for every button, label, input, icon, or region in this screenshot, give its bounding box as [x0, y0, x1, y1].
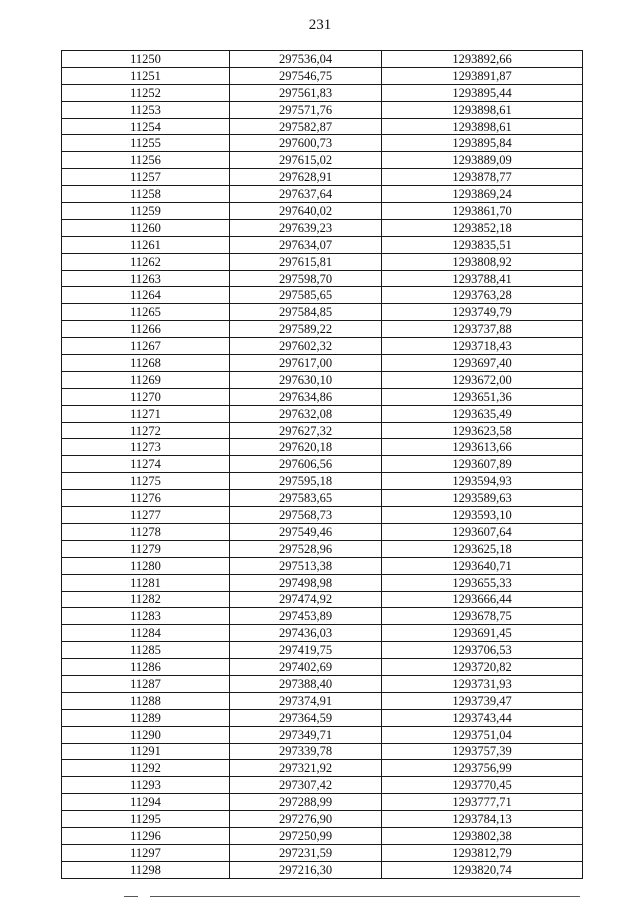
point-number-cell: 11293 — [62, 777, 230, 794]
x-coordinate-cell: 297583,65 — [230, 490, 382, 507]
point-number-cell: 11280 — [62, 557, 230, 574]
point-number-cell: 11276 — [62, 490, 230, 507]
table-row — [62, 760, 583, 777]
table-row — [62, 473, 583, 490]
y-coordinate-cell: 1293820,74 — [382, 861, 583, 878]
y-coordinate-cell: 1293672,00 — [382, 371, 583, 388]
table-row — [62, 287, 583, 304]
y-coordinate-cell: 1293706,53 — [382, 642, 583, 659]
table-row — [62, 388, 583, 405]
y-coordinate-cell: 1293835,51 — [382, 236, 583, 253]
table-row — [62, 574, 583, 591]
point-number-cell: 11282 — [62, 591, 230, 608]
table-row — [62, 490, 583, 507]
point-number-cell: 11261 — [62, 236, 230, 253]
x-coordinate-cell: 297595,18 — [230, 473, 382, 490]
x-coordinate-cell: 297585,65 — [230, 287, 382, 304]
x-coordinate-cell: 297549,46 — [230, 523, 382, 540]
x-coordinate-cell: 297606,56 — [230, 456, 382, 473]
y-coordinate-cell: 1293777,71 — [382, 794, 583, 811]
x-coordinate-cell: 297216,30 — [230, 861, 382, 878]
point-number-cell: 11283 — [62, 608, 230, 625]
table-row — [62, 743, 583, 760]
y-coordinate-cell: 1293751,04 — [382, 726, 583, 743]
x-coordinate-cell: 297307,42 — [230, 777, 382, 794]
y-coordinate-cell: 1293607,64 — [382, 523, 583, 540]
coordinates-table-body — [62, 51, 583, 879]
point-number-cell: 11289 — [62, 709, 230, 726]
y-coordinate-cell: 1293869,24 — [382, 186, 583, 203]
point-number-cell: 11254 — [62, 118, 230, 135]
x-coordinate-cell: 297561,83 — [230, 84, 382, 101]
point-number-cell: 11290 — [62, 726, 230, 743]
point-number-cell: 11256 — [62, 152, 230, 169]
x-coordinate-cell: 297620,18 — [230, 439, 382, 456]
coordinates-table — [61, 50, 583, 879]
table-row — [62, 827, 583, 844]
point-number-cell: 11252 — [62, 84, 230, 101]
x-coordinate-cell: 297349,71 — [230, 726, 382, 743]
y-coordinate-cell: 1293749,79 — [382, 304, 583, 321]
x-coordinate-cell: 297288,99 — [230, 794, 382, 811]
x-coordinate-cell: 297602,32 — [230, 338, 382, 355]
y-coordinate-cell: 1293784,13 — [382, 811, 583, 828]
x-coordinate-cell: 297634,86 — [230, 388, 382, 405]
table-row — [62, 118, 583, 135]
x-coordinate-cell: 297436,03 — [230, 625, 382, 642]
y-coordinate-cell: 1293720,82 — [382, 659, 583, 676]
y-coordinate-cell: 1293812,79 — [382, 844, 583, 861]
table-row — [62, 51, 583, 68]
table-row — [62, 219, 583, 236]
table-row — [62, 169, 583, 186]
point-number-cell: 11278 — [62, 523, 230, 540]
point-number-cell: 11286 — [62, 659, 230, 676]
table-row — [62, 777, 583, 794]
point-number-cell: 11267 — [62, 338, 230, 355]
table-row — [62, 270, 583, 287]
x-coordinate-cell: 297637,64 — [230, 186, 382, 203]
point-number-cell: 11294 — [62, 794, 230, 811]
point-number-cell: 11284 — [62, 625, 230, 642]
x-coordinate-cell: 297231,59 — [230, 844, 382, 861]
point-number-cell: 11285 — [62, 642, 230, 659]
x-coordinate-cell: 297498,98 — [230, 574, 382, 591]
table-row — [62, 439, 583, 456]
table-row — [62, 152, 583, 169]
y-coordinate-cell: 1293594,93 — [382, 473, 583, 490]
y-coordinate-cell: 1293802,38 — [382, 827, 583, 844]
point-number-cell: 11297 — [62, 844, 230, 861]
y-coordinate-cell: 1293678,75 — [382, 608, 583, 625]
x-coordinate-cell: 297571,76 — [230, 101, 382, 118]
x-coordinate-cell: 297582,87 — [230, 118, 382, 135]
y-coordinate-cell: 1293878,77 — [382, 169, 583, 186]
table-row — [62, 135, 583, 152]
point-number-cell: 11265 — [62, 304, 230, 321]
x-coordinate-cell: 297546,75 — [230, 67, 382, 84]
point-number-cell: 11272 — [62, 422, 230, 439]
table-row — [62, 186, 583, 203]
table-row — [62, 794, 583, 811]
point-number-cell: 11295 — [62, 811, 230, 828]
y-coordinate-cell: 1293635,49 — [382, 405, 583, 422]
x-coordinate-cell: 297632,08 — [230, 405, 382, 422]
table-row — [62, 321, 583, 338]
y-coordinate-cell: 1293743,44 — [382, 709, 583, 726]
table-row — [62, 608, 583, 625]
y-coordinate-cell: 1293898,61 — [382, 118, 583, 135]
point-number-cell: 11291 — [62, 743, 230, 760]
table-row — [62, 692, 583, 709]
point-number-cell: 11251 — [62, 67, 230, 84]
point-number-cell: 11281 — [62, 574, 230, 591]
table-row — [62, 709, 583, 726]
page-number: 231 — [308, 17, 332, 33]
y-coordinate-cell: 1293788,41 — [382, 270, 583, 287]
point-number-cell: 11288 — [62, 692, 230, 709]
point-number-cell: 11296 — [62, 827, 230, 844]
x-coordinate-cell: 297598,70 — [230, 270, 382, 287]
table-row — [62, 625, 583, 642]
x-coordinate-cell: 297474,92 — [230, 591, 382, 608]
table-row — [62, 355, 583, 372]
table-row — [62, 253, 583, 270]
table-row — [62, 659, 583, 676]
y-coordinate-cell: 1293808,92 — [382, 253, 583, 270]
y-coordinate-cell: 1293763,28 — [382, 287, 583, 304]
x-coordinate-cell: 297453,89 — [230, 608, 382, 625]
y-coordinate-cell: 1293593,10 — [382, 507, 583, 524]
y-coordinate-cell: 1293625,18 — [382, 540, 583, 557]
x-coordinate-cell: 297339,78 — [230, 743, 382, 760]
point-number-cell: 11287 — [62, 675, 230, 692]
y-coordinate-cell: 1293757,39 — [382, 743, 583, 760]
point-number-cell: 11271 — [62, 405, 230, 422]
y-coordinate-cell: 1293892,66 — [382, 51, 583, 68]
table-row — [62, 642, 583, 659]
table-row — [62, 405, 583, 422]
point-number-cell: 11259 — [62, 203, 230, 220]
y-coordinate-cell: 1293770,45 — [382, 777, 583, 794]
table-row — [62, 507, 583, 524]
point-number-cell: 11258 — [62, 186, 230, 203]
table-row — [62, 811, 583, 828]
x-coordinate-cell: 297615,02 — [230, 152, 382, 169]
point-number-cell: 11270 — [62, 388, 230, 405]
y-coordinate-cell: 1293731,93 — [382, 675, 583, 692]
y-coordinate-cell: 1293697,40 — [382, 355, 583, 372]
table-row — [62, 456, 583, 473]
table-row — [62, 726, 583, 743]
x-coordinate-cell: 297584,85 — [230, 304, 382, 321]
y-coordinate-cell: 1293651,36 — [382, 388, 583, 405]
x-coordinate-cell: 297615,81 — [230, 253, 382, 270]
table-row — [62, 844, 583, 861]
table-row — [62, 371, 583, 388]
table-row — [62, 203, 583, 220]
point-number-cell: 11255 — [62, 135, 230, 152]
point-number-cell: 11274 — [62, 456, 230, 473]
x-coordinate-cell: 297600,73 — [230, 135, 382, 152]
table-row — [62, 591, 583, 608]
table-row — [62, 557, 583, 574]
y-coordinate-cell: 1293739,47 — [382, 692, 583, 709]
footer-rule — [150, 896, 580, 897]
point-number-cell: 11253 — [62, 101, 230, 118]
point-number-cell: 11268 — [62, 355, 230, 372]
x-coordinate-cell: 297276,90 — [230, 811, 382, 828]
table-row — [62, 422, 583, 439]
x-coordinate-cell: 297640,02 — [230, 203, 382, 220]
x-coordinate-cell: 297568,73 — [230, 507, 382, 524]
x-coordinate-cell: 297536,04 — [230, 51, 382, 68]
x-coordinate-cell: 297250,99 — [230, 827, 382, 844]
point-number-cell: 11275 — [62, 473, 230, 490]
table-row — [62, 236, 583, 253]
point-number-cell: 11262 — [62, 253, 230, 270]
y-coordinate-cell: 1293718,43 — [382, 338, 583, 355]
y-coordinate-cell: 1293607,89 — [382, 456, 583, 473]
y-coordinate-cell: 1293640,71 — [382, 557, 583, 574]
x-coordinate-cell: 297589,22 — [230, 321, 382, 338]
y-coordinate-cell: 1293756,99 — [382, 760, 583, 777]
point-number-cell: 11292 — [62, 760, 230, 777]
y-coordinate-cell: 1293895,84 — [382, 135, 583, 152]
x-coordinate-cell: 297630,10 — [230, 371, 382, 388]
point-number-cell: 11264 — [62, 287, 230, 304]
y-coordinate-cell: 1293852,18 — [382, 219, 583, 236]
x-coordinate-cell: 297364,59 — [230, 709, 382, 726]
point-number-cell: 11273 — [62, 439, 230, 456]
x-coordinate-cell: 297402,69 — [230, 659, 382, 676]
point-number-cell: 11257 — [62, 169, 230, 186]
table-row — [62, 861, 583, 878]
x-coordinate-cell: 297628,91 — [230, 169, 382, 186]
point-number-cell: 11277 — [62, 507, 230, 524]
point-number-cell: 11250 — [62, 51, 230, 68]
table-row — [62, 84, 583, 101]
table-row — [62, 540, 583, 557]
table-row — [62, 67, 583, 84]
x-coordinate-cell: 297513,38 — [230, 557, 382, 574]
y-coordinate-cell: 1293613,66 — [382, 439, 583, 456]
point-number-cell: 11260 — [62, 219, 230, 236]
y-coordinate-cell: 1293861,70 — [382, 203, 583, 220]
x-coordinate-cell: 297528,96 — [230, 540, 382, 557]
footer-rule-short — [124, 896, 138, 897]
point-number-cell: 11263 — [62, 270, 230, 287]
y-coordinate-cell: 1293889,09 — [382, 152, 583, 169]
x-coordinate-cell: 297627,32 — [230, 422, 382, 439]
table-row — [62, 304, 583, 321]
y-coordinate-cell: 1293655,33 — [382, 574, 583, 591]
x-coordinate-cell: 297321,92 — [230, 760, 382, 777]
y-coordinate-cell: 1293737,88 — [382, 321, 583, 338]
y-coordinate-cell: 1293623,58 — [382, 422, 583, 439]
x-coordinate-cell: 297634,07 — [230, 236, 382, 253]
point-number-cell: 11266 — [62, 321, 230, 338]
table-row — [62, 101, 583, 118]
y-coordinate-cell: 1293691,45 — [382, 625, 583, 642]
x-coordinate-cell: 297374,91 — [230, 692, 382, 709]
x-coordinate-cell: 297639,23 — [230, 219, 382, 236]
x-coordinate-cell: 297388,40 — [230, 675, 382, 692]
x-coordinate-cell: 297617,00 — [230, 355, 382, 372]
y-coordinate-cell: 1293891,87 — [382, 67, 583, 84]
point-number-cell: 11298 — [62, 861, 230, 878]
point-number-cell: 11269 — [62, 371, 230, 388]
y-coordinate-cell: 1293666,44 — [382, 591, 583, 608]
y-coordinate-cell: 1293898,61 — [382, 101, 583, 118]
y-coordinate-cell: 1293589,63 — [382, 490, 583, 507]
table-row — [62, 338, 583, 355]
table-row — [62, 523, 583, 540]
point-number-cell: 11279 — [62, 540, 230, 557]
x-coordinate-cell: 297419,75 — [230, 642, 382, 659]
y-coordinate-cell: 1293895,44 — [382, 84, 583, 101]
table-row — [62, 675, 583, 692]
